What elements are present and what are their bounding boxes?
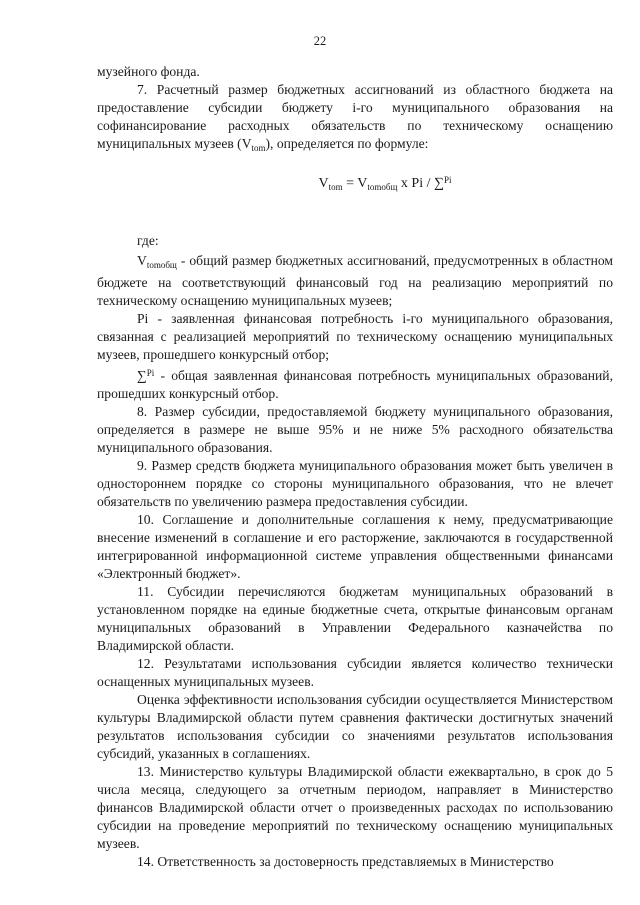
paragraph-11: 11. Субсидии перечисляются бюджетам муниципальных образований в установленном порядке на единые бюджетные счета, открытые финансовым органам муниципальных образований в Управлении Федерального казначейства по Владимирской области. <box>97 584 613 653</box>
paragraph-14: 14. Ответственность за достоверность представляемых в Министерство <box>137 854 554 869</box>
formula-equals: = V <box>342 176 368 191</box>
paragraph-7 <box>97 81 613 157</box>
where-label: где: <box>137 233 159 248</box>
paragraph-12-evaluation: Оценка эффективности использования субсидии осуществляется Министерством культуры Владимирской области путем сравнения фактически достигнутых значений результатов использования субсидии со значениями результатов использования субсидий, указанных в соглашениях. <box>97 692 613 761</box>
formula-rest: x Pi / ∑ <box>397 176 444 191</box>
paragraph-13: 13. Министерство культуры Владимирской области ежеквартально, в срок до 5 числа месяца, следующего за отчетным периодом, направляет в Министерство финансов Владимирской области отчет о произведенных расходах по использованию субсидии на проведение мероприятий по техническому оснащению муниципальных музеев. <box>97 764 613 851</box>
definition-pi: Pi - заявленная финансовая потребность i-го муниципального образования, связанная с реализацией мероприятий по техническому оснащению муниципальных музеев, прошедшего конкурсный отбор; <box>97 311 613 362</box>
definition-sum-text: - общая заявленная финансовая потребность муниципальных образований, прошедших конкурсный отбор. <box>97 368 613 401</box>
definition-sum-sup: Pi <box>146 368 155 378</box>
definition-sum-symbol: ∑ <box>137 368 147 383</box>
paragraph-9: 9. Размер средств бюджета муниципального образования может быть увеличен в одностороннем порядке со стороны муниципального образования, что не влечет обязательств по увеличению размера предоставления субсидии. <box>97 458 613 509</box>
document-body <box>97 63 613 871</box>
formula-v-sub: tom <box>328 182 343 192</box>
page-number: 22 <box>313 34 327 48</box>
paragraph-8: 8. Размер субсидии, предоставляемой бюджету муниципального образования, определяется в размере не выше 95% и не ниже 5% расходного обязательства муниципального образования. <box>97 404 613 455</box>
formula-total-sub: tomобщ <box>367 182 398 192</box>
definition-total <box>97 252 613 310</box>
definition-total-text: - общий размер бюджетных ассигнований, предусмотренных в областном бюджете на соответствующий финансовый год на реализацию мероприятий по техническому оснащению муниципальных музеев; <box>97 253 613 308</box>
formula-sum-sup: Pi <box>443 175 452 185</box>
paragraph-10: 10. Соглашение и дополнительные соглашения к нему, предусматривающие внесение изменений в соглашение и его расторжение, заключаются в государственной интегрированной информационной системе управления общественными финансами «Электронный бюджет». <box>97 512 613 581</box>
paragraph-7-subscript: tom <box>251 143 266 153</box>
paragraph-continuation: музейного фонда. <box>97 64 200 79</box>
paragraph-7-end: ), определяется по формуле: <box>265 136 429 151</box>
paragraph-7-text: 7. Расчетный размер бюджетных ассигнований из областного бюджета на предоставление субсидии бюджету i-го муниципального образования на софинансирование расходных обязательств по техническому оснащению муниципальных музеев (V <box>97 82 613 151</box>
definition-total-sub: tomобщ <box>146 260 177 270</box>
formula-v: V <box>318 176 329 191</box>
paragraph-12: 12. Результатами использования субсидии является количество технически оснащенных муниципальных музеев. <box>97 656 613 689</box>
definition-total-v: V <box>137 253 147 268</box>
definition-sum-pi <box>97 364 613 403</box>
formula <box>97 171 613 196</box>
